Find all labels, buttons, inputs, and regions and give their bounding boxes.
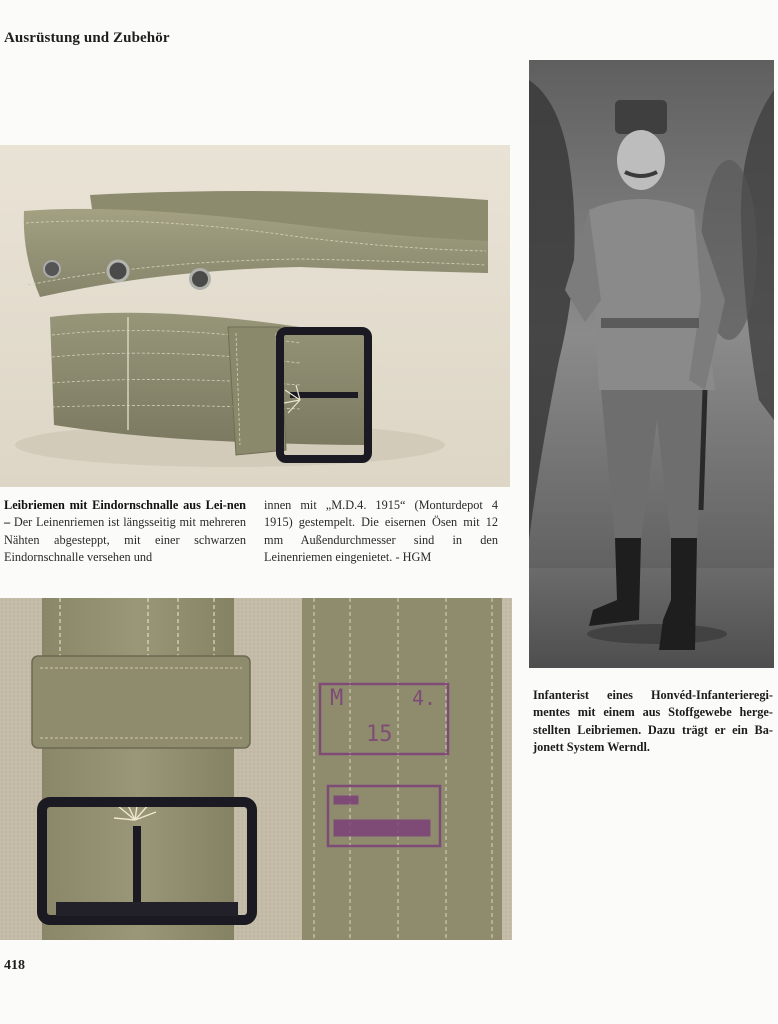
soldier-photo (529, 60, 774, 668)
belt-photo (0, 145, 510, 487)
page-number: 418 (4, 958, 25, 973)
belt-caption-column-2: innen mit „M.D.4. 1915“ (Monturdepot 4 1915) gestempelt. Die eisernen Ösen mit 12 mm Außendurchmesser sind in den Leinenriemen eingenietet. - HGM (264, 498, 498, 565)
belt-caption-title: Leibriemen mit Eindornschnalle aus Lei-nen – (4, 498, 246, 530)
stamp-line-1-left: M (330, 686, 344, 711)
belt-caption-body: Der Leinenriemen ist längsseitig mit mehreren Nähten abgesteppt, mit einer schwarzen Eindornschnalle versehen und (4, 515, 246, 565)
belt-detail-photo (0, 598, 512, 940)
page-header-title: Ausrüstung und Zubehör (4, 30, 170, 46)
soldier-caption: Infanterist eines Honvéd-Infanterieregi-mentes mit einem aus Stoffgewebe herge-stellten Leibriemen. Dazu trägt er ein Ba-jonett System Werndl. (533, 688, 773, 755)
stamp-line-1-right: 4. (412, 686, 437, 710)
stamp-line-2: 15 (366, 722, 393, 747)
belt-caption-column-1 (4, 497, 246, 567)
